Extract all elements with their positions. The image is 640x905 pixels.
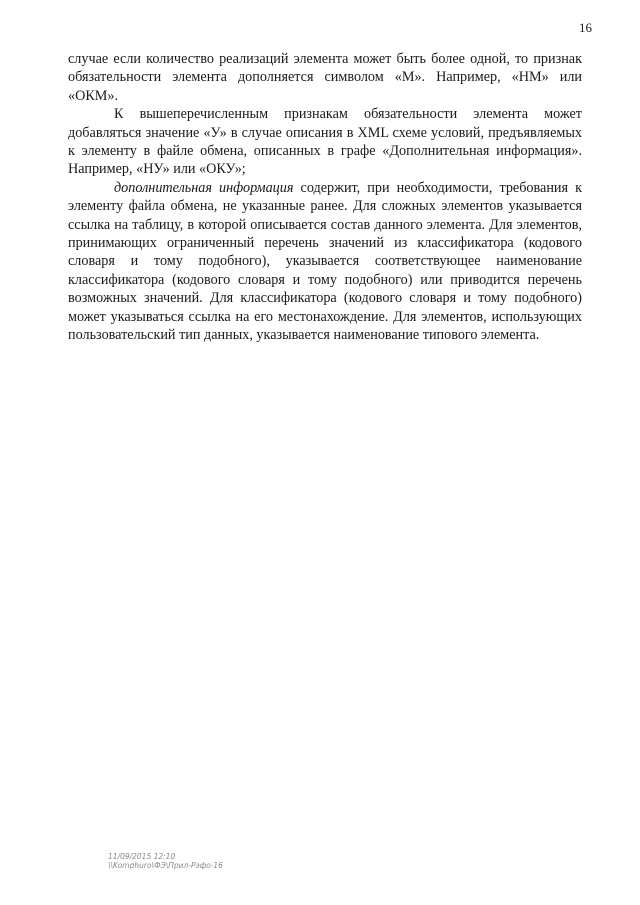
paragraph-multiplicity: случае если количество реализаций элемента может быть более одной, то признак обязательности элемента дополняется символом «М». Например, «НМ» или «ОКМ». (68, 51, 582, 104)
page-number: 16 (579, 20, 592, 35)
term-additional-info: дополнительная информация (114, 179, 294, 196)
footer-stamp (108, 852, 223, 870)
footer-timestamp: 11/09/2015 12:10 (108, 852, 176, 861)
document-body (68, 50, 582, 345)
paragraph-additional-info (68, 179, 582, 345)
paragraph-additional-info-text: содержит, при необходимости, требования к элементу файла обмена, не указанные ранее. Для сложных элементов указывается ссылка на таблицу, в которой описывается состав данного элемента. Для элементов, принимающих ограниченный перечень значений из классификатора (кодового словаря и тому подобного), указывается соответствующее наименование классификатора (кодового словаря и тому подобного) или приводится перечень возможных значений. Для классификатора (кодового словаря и тому подобного) может указываться ссылка на его местонахождение. Для элементов, использующих пользовательский тип данных, указывается наименование типового элемента. (68, 179, 582, 344)
paragraph-condition: К вышеперечисленным признакам обязательности элемента может добавляться значение «У» в случае описания в XML схеме условий, предъявляемых к элементу в файле обмена, описанных в графе «Дополнительная информация». Например, «НУ» или «ОКУ»; (68, 106, 582, 178)
footer-file-path: \\Komphuro\ФЭ\Прил-Рэфо-16 (108, 861, 223, 870)
